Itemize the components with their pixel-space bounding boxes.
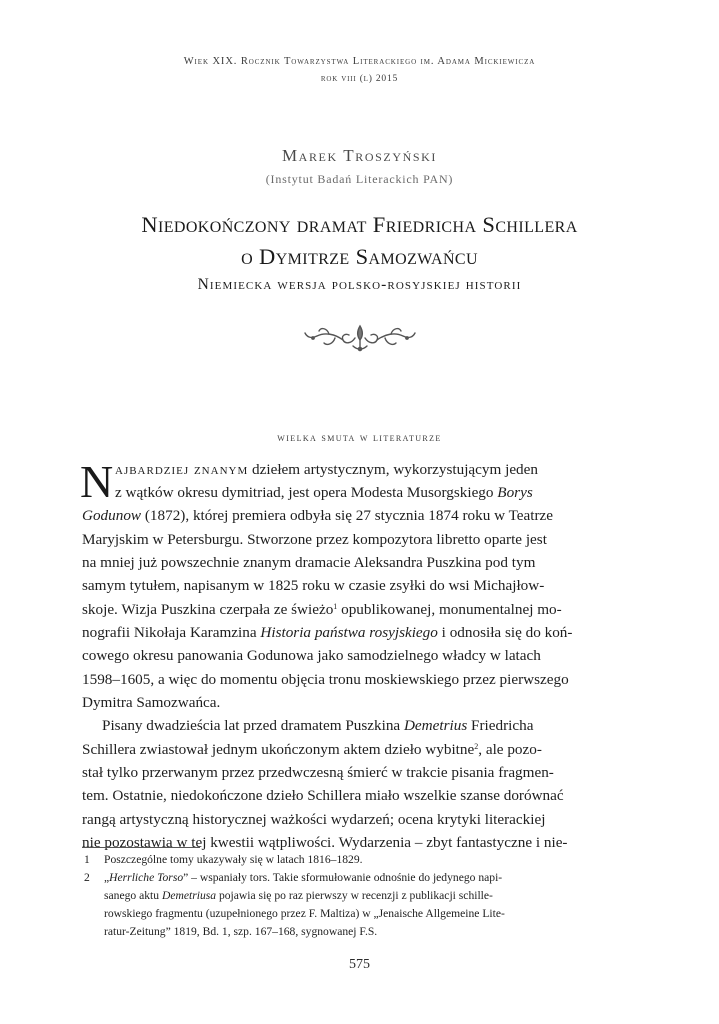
body-line: 1598–1605, a więc do momentu objęcia tronu moskiewskiego przez pierwszego (82, 671, 569, 688)
body-line: samym tytułem, napisanym w 1825 roku w czasie zsyłki do wsi Michajłow- (82, 577, 545, 594)
body-line: tem. Ostatnie, niedokończone dzieło Schillera miało wszelkie szanse dorównać (82, 787, 564, 804)
body-line: Dymitra Samozwańca. (82, 694, 221, 711)
body-line: skoje. Wizja Puszkina czerpała ze świeżo$^1$ opublikowanej, monumentalnej mo- (82, 601, 562, 618)
footnote-text: „Herrliche Torso” – wspaniały tors. Takie sformułowanie odnośnie do jedynego napi- (104, 871, 503, 884)
body-line: na mniej już powszechnie znanym dramacie Aleksandra Puszkina pod tym (82, 554, 536, 571)
body-line: cowego okresu panowania Godunowa jako samodzielnego władcy w latach (82, 647, 541, 664)
floral-fleuron-icon (299, 318, 421, 354)
author-affiliation: (Instytut Badań Literackich PAN) (265, 172, 454, 186)
footnote-text: ratur-Zeitung” 1819, Bd. 1, szp. 167–168, sygnowanej F.S. (104, 925, 378, 938)
section-heading: wielka smuta w literaturze (277, 432, 442, 444)
author-name: Marek Troszyński (281, 146, 438, 165)
footnote-text: Poszczególne tomy ukazywały się w latach 1816–1829. (104, 853, 363, 866)
body-line: rangą artystyczną historycznej ważkości wydarzeń; ocena krytyki literackiej (82, 811, 546, 828)
drop-cap: N (80, 456, 114, 507)
body-line: stał tylko przerwanym przez przedwczesną śmierć w trakcie pisania fragmen- (82, 764, 554, 781)
footnote-ref: 1 (333, 602, 338, 611)
article-subtitle: Niemiecka wersja polsko-rosyjskiej historii (197, 276, 522, 293)
page-number: 575 (349, 957, 370, 972)
footnote-rule (82, 847, 200, 848)
footnote-number: 2 (84, 871, 90, 884)
article-title-line-1: Niedokończony dramat Friedricha Schillera (141, 212, 578, 237)
article-title-line-2: o Dymitrze Samozwańcu (241, 244, 478, 269)
body-line: Godunow (1872), której premiera odbyła się 27 stycznia 1874 roku w Teatrze (82, 507, 554, 524)
body-line: Pisany dwadzieścia lat przed dramatem Puszkina Demetrius Friedricha (102, 717, 534, 734)
lead-smallcaps: ajbardziej znanym (115, 461, 249, 478)
body-line: nie pozostawia w tej kwestii wątpliwości. Wydarzenia – zbyt fantastyczne i nie- (82, 834, 568, 851)
body-line: ajbardziej znanym dziełem artystycznym, wykorzystującym jeden (115, 461, 538, 478)
body-line: Maryjskim w Petersburgu. Stworzone przez kompozytora libretto oparte jest (82, 531, 547, 548)
footnote-number: 1 (84, 853, 90, 866)
body-line: z wątków okresu dymitriad, jest opera Modesta Musorgskiego Borys (115, 484, 533, 501)
issue-line: rok viii (l) 2015 (320, 74, 399, 84)
body-line: Schillera zwiastował jednym ukończonym aktem dzieło wybitne$^2$, ale pozo- (82, 741, 542, 758)
body-line: nografii Nikołaja Karamzina Historia państwa rosyjskiego i odnosiła się do koń- (82, 624, 573, 641)
journal-header: Wiek XIX. Rocznik Towarzystwa Literackiego im. Adama Mickiewicza (183, 56, 536, 67)
footnote-ref: 2 (474, 742, 479, 751)
footnote-text: sanego aktu Demetriusa pojawia się po raz pierwszy w recenzji z publikacji schille- (104, 889, 493, 902)
footnote-text: rowskiego fragmentu (uzupełnionego przez F. Maltiza) w „Jenaische Allgemeine Lite- (104, 907, 505, 920)
